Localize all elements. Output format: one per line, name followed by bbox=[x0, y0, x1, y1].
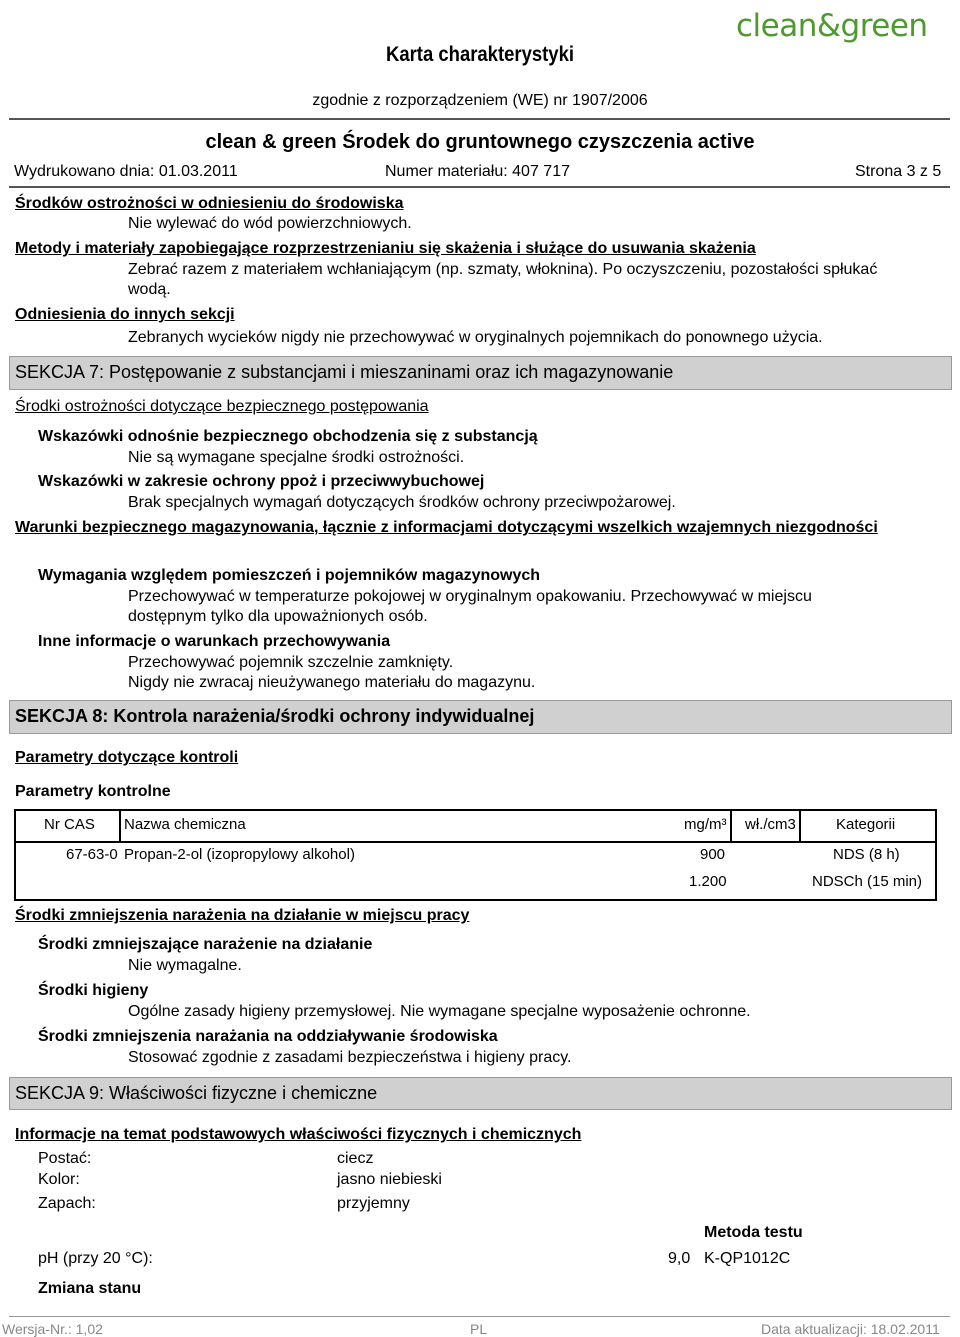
hygiene-heading: Środki higieny bbox=[38, 982, 149, 999]
odor-value: przyjemny bbox=[337, 1195, 410, 1212]
table-header-cas: Nr CAS bbox=[44, 816, 95, 833]
safe-handling-heading: Środki ostrożności dotyczące bezpiecznego postępowania bbox=[15, 398, 429, 415]
page-number: Strona 3 z 5 bbox=[855, 163, 942, 180]
env-precautions-text: Nie wylewać do wód powierzchniowych. bbox=[128, 215, 412, 232]
containment-methods-text: Zebrać razem z materiałem wchłaniającym (np. szmaty, włoknina). Po oczyszczeniu, pozostałości spłukać bbox=[128, 261, 878, 278]
physical-properties-heading: Informacje na temat podstawowych właściwości fizycznych i chemicznych bbox=[15, 1126, 582, 1143]
containment-methods-text-cont: wodą. bbox=[128, 281, 171, 298]
ph-label: pH (przy 20 °C): bbox=[38, 1250, 153, 1267]
table-cell-category: NDS (8 h) bbox=[833, 846, 900, 863]
env-exposure-heading: Środki zmniejszenia narażania na oddziaływanie środowiska bbox=[38, 1028, 498, 1045]
safe-storage-heading: Warunki bezpiecznego magazynowania, łącznie z informacjami dotyczącymi wszelkich wzajemnych niezgodności bbox=[15, 519, 878, 536]
table-header-mgm3: mg/m³ bbox=[684, 816, 727, 833]
storage-rooms-heading: Wymagania względem pomieszczeń i pojemników magazynowych bbox=[38, 567, 541, 584]
table-header-ppm: wł./cm3 bbox=[745, 816, 796, 833]
section-9-title: SEKCJA 9: Właściwości fizyczne i chemiczne bbox=[15, 1083, 378, 1103]
form-value: ciecz bbox=[337, 1150, 374, 1167]
section-7-title: SEKCJA 7: Postępowanie z substancjami i mieszaninami oraz ich magazynowanie bbox=[15, 362, 674, 382]
workplace-exposure-heading: Środki zmniejszenia narażenia na działanie w miejscu pracy bbox=[15, 907, 470, 924]
test-method-heading: Metoda testu bbox=[704, 1224, 803, 1241]
regulation-subtitle: zgodnie z rozporządzeniem (WE) nr 1907/2006 bbox=[312, 92, 648, 109]
revision-date: Data aktualizacji: 18.02.2011 bbox=[761, 1321, 940, 1337]
section-9-header bbox=[9, 1077, 952, 1110]
header-divider bbox=[9, 118, 950, 120]
form-label: Postać: bbox=[38, 1150, 92, 1167]
table-cell-name: Propan-2-ol (izopropylowy alkohol) bbox=[124, 846, 355, 863]
section-7-header bbox=[9, 356, 952, 390]
storage-other-heading: Inne informacje o warunkach przechowywania bbox=[38, 633, 391, 650]
odor-label: Zapach: bbox=[38, 1195, 96, 1212]
ph-method: K-QP1012C bbox=[704, 1250, 791, 1267]
logo-text: clean&green bbox=[736, 8, 928, 44]
exposure-reduction-text: Nie wymagalne. bbox=[128, 957, 242, 974]
color-value: jasno niebieski bbox=[337, 1171, 442, 1188]
hygiene-text: Ogólne zasady higieny przemysłowej. Nie wymagane specjalne wyposażenie ochronne. bbox=[128, 1003, 751, 1020]
other-sections-text: Zebranych wycieków nigdy nie przechowywać w oryginalnych pojemnikach do ponownego użycia. bbox=[128, 329, 823, 346]
env-exposure-text: Stosować zgodnie z zasadami bezpieczeństwa i higieny pracy. bbox=[128, 1049, 572, 1066]
footer-divider bbox=[9, 1316, 950, 1317]
table-cell-category: NDSCh (15 min) bbox=[812, 873, 923, 890]
exposure-limits-table bbox=[14, 809, 937, 901]
exposure-reduction-heading: Środki zmniejszające narażenie na działanie bbox=[38, 936, 373, 953]
table-cell-cas: 67-63-0 bbox=[66, 846, 118, 863]
section-8-title: SEKCJA 8: Kontrola narażenia/środki ochrony indywidualnej bbox=[15, 706, 535, 726]
product-name: clean & green Środek do gruntownego czyszczenia active bbox=[205, 131, 755, 153]
section-8-header bbox=[9, 700, 952, 734]
fire-protection-text: Brak specjalnych wymagań dotyczących środków ochrony przeciwpożarowej. bbox=[128, 494, 676, 511]
control-params-subheading: Parametry kontrolne bbox=[15, 783, 171, 800]
brand-logo bbox=[736, 8, 928, 44]
document-title: Karta charakterystyki bbox=[385, 43, 574, 66]
version-number: Wersja-Nr.: 1,02 bbox=[2, 1321, 103, 1337]
control-parameters-heading: Parametry dotyczące kontroli bbox=[15, 749, 239, 766]
table-header-line bbox=[16, 841, 935, 843]
table-col-divider bbox=[730, 811, 732, 841]
state-change-heading: Zmiana stanu bbox=[38, 1280, 142, 1297]
storage-rooms-text: Przechowywać w temperaturze pokojowej w oryginalnym opakowaniu. Przechowywać w miejscu bbox=[128, 588, 812, 605]
table-col-divider bbox=[119, 811, 121, 841]
containment-methods-heading: Metody i materiały zapobiegające rozprzestrzenianiu się skażenia i służące do usuwania skażenia bbox=[15, 240, 756, 257]
table-col-divider bbox=[799, 811, 801, 841]
storage-other-text: Przechowywać pojemnik szczelnie zamknięty. bbox=[128, 654, 454, 671]
table-cell-value: 900 bbox=[700, 846, 726, 863]
language-code: PL bbox=[470, 1321, 488, 1337]
storage-other-text-cont: Nigdy nie zwracaj nieużywanego materiału do magazynu. bbox=[128, 674, 536, 691]
color-label: Kolor: bbox=[38, 1171, 80, 1188]
storage-rooms-text-cont: dostępnym tylko dla upoważnionych osób. bbox=[128, 608, 428, 625]
header-bottom-divider bbox=[9, 186, 950, 188]
table-cell-value: 1.200 bbox=[689, 873, 727, 890]
material-number: Numer materiału: 407 717 bbox=[385, 163, 570, 180]
handling-advice-heading: Wskazówki odnośnie bezpiecznego obchodzenia się z substancją bbox=[38, 428, 538, 445]
env-precautions-heading: Środków ostrożności w odniesieniu do środowiska bbox=[15, 195, 404, 212]
print-date: Wydrukowano dnia: 01.03.2011 bbox=[14, 163, 238, 180]
handling-advice-text: Nie są wymagane specjalne środki ostrożności. bbox=[128, 449, 465, 466]
other-sections-heading: Odniesienia do innych sekcji bbox=[15, 306, 235, 323]
table-header-name: Nazwa chemiczna bbox=[124, 816, 246, 833]
table-header-category: Kategorii bbox=[836, 816, 896, 833]
fire-protection-heading: Wskazówki w zakresie ochrony ppoż i przeciwwybuchowej bbox=[38, 473, 485, 490]
ph-value: 9,0 bbox=[668, 1250, 691, 1267]
